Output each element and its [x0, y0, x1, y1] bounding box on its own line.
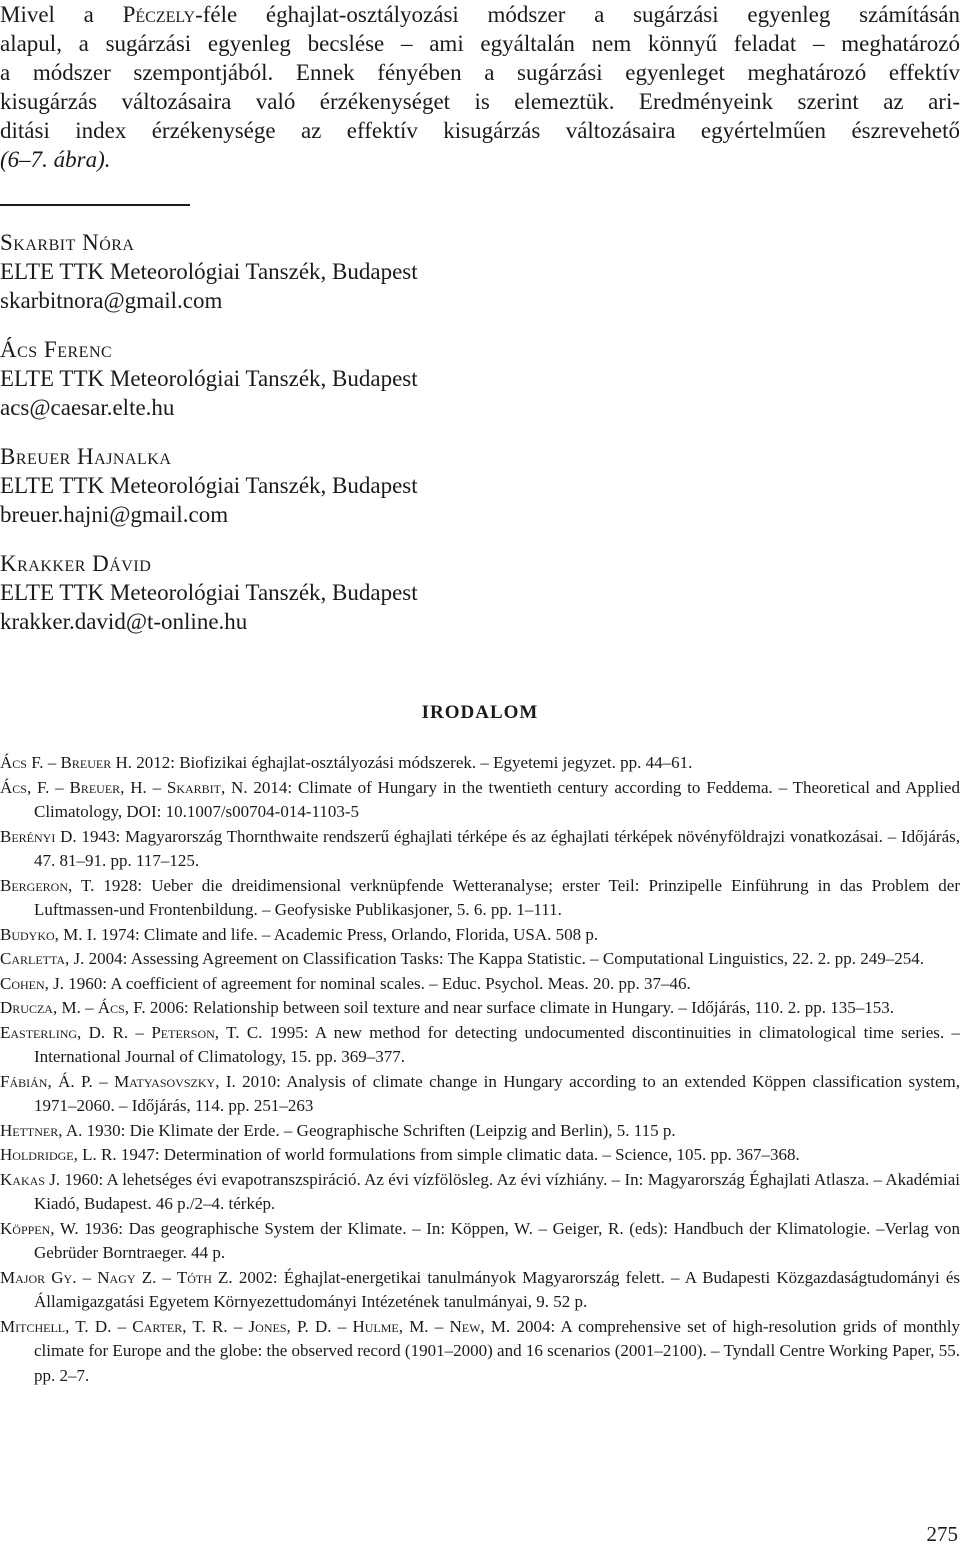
- author-name: Ács Ferenc: [0, 337, 113, 362]
- references-heading: IRODALOM: [421, 702, 539, 723]
- reference-item: Budyko, M. I. 1974: Climate and life. – Academic Press, Orlando, Florida, USA. 508 p.: [0, 924, 599, 944]
- reference-item: Köppen, W. 1936: Das geographische System der Klimate. – In: Köppen, W. – Geiger, R. (eds): Handbuch der Klimatologie. –Verlag von Gebrüder Borntraeger. 44 p.: [0, 1218, 960, 1262]
- reference-item: Cohen, J. 1960: A coefficient of agreement for nominal scales. – Educ. Psychol. Meas. 20. pp. 37–46.: [0, 973, 691, 993]
- intro-line: Mivel a Péczely-féle éghajlat-osztályozási módszer a sugárzási egyenleg számításán: [0, 2, 960, 27]
- author-block: [0, 442, 700, 529]
- reference-list: [0, 751, 960, 1388]
- intro-line: (6–7. ábra).: [0, 147, 111, 172]
- reference-item: Drucza, M. – Ács, F. 2006: Relationship between soil texture and near surface climate in Hungary. – Időjárás, 110. 2. pp. 135–153.: [0, 998, 895, 1017]
- intro-line: ditási index érzékenysége az effektív kisugárzás változásaira egyértelműen észrevehető: [0, 118, 960, 143]
- author-email: skarbitnora@gmail.com: [0, 288, 223, 313]
- author-block: [0, 549, 700, 636]
- reference-item: Berényi D. 1943: Magyarország Thornthwaite rendszerű éghajlati térképe és az éghajlati térképek növényföldrajzi vonatkozásai. – Időjárás, 47. 81–91. pp. 117–125.: [0, 826, 960, 870]
- author-affiliation: ELTE TTK Meteorológiai Tanszék, Budapest: [0, 473, 418, 498]
- reference-item: Bergeron, T. 1928: Ueber die dreidimensional verknüpfende Wetteranalyse; erster Teil: Prinzipelle Einführung in das Problem der Luftmassen-und Frontenbildung. – Geofysiske Publikasjoner, 5. 6. pp. 1–111.: [0, 875, 960, 919]
- author-affiliation: ELTE TTK Meteorológiai Tanszék, Budapest: [0, 366, 418, 391]
- author-name: Breuer Hajnalka: [0, 444, 172, 469]
- reference-item: Hettner, A. 1930: Die Klimate der Erde. – Geographische Schriften (Leipzig and Berlin), 5. 115 p.: [0, 1120, 676, 1140]
- author-email: krakker.david@t-online.hu: [0, 609, 248, 634]
- intro-paragraph: [0, 0, 960, 174]
- author-block: [0, 335, 700, 422]
- reference-item: Easterling, D. R. – Peterson, T. C. 1995: A new method for detecting undocumented discontinuities in climatological time series. – International Journal of Climatology, 15. pp. 369–377.: [0, 1022, 960, 1066]
- author-list: [0, 228, 700, 656]
- author-email: acs@caesar.elte.hu: [0, 395, 175, 420]
- reference-item: Mitchell, T. D. – Carter, T. R. – Jones, P. D. – Hulme, M. – New, M. 2004: A comprehensive set of high-resolution grids of monthly climate for Europe and the globe: the observed record (1901–2000) and 16 scenarios (2001–2100). – Tyndall Centre Working Paper, 55. pp. 2–7.: [0, 1316, 960, 1385]
- intro-line: a módszer szempontjából. Ennek fényében a sugárzási egyenleget meghatározó effektív: [0, 60, 960, 85]
- reference-item: Ács, F. – Breuer, H. – Skarbit, N. 2014: Climate of Hungary in the twentieth century according to Feddema. – Theoretical and Applied Climatology, DOI: 10.1007/s00704-014-1103-5: [0, 777, 960, 821]
- reference-item: Carletta, J. 2004: Assessing Agreement on Classification Tasks: The Kappa Statistic. – Computational Linguistics, 22. 2. pp. 249–254.: [0, 949, 925, 968]
- author-block: [0, 228, 700, 315]
- reference-item: Ács F. – Breuer H. 2012: Biofizikai éghajlat-osztályozási módszerek. – Egyetemi jegyzet. pp. 44–61.: [0, 753, 693, 772]
- reference-item: Kakas J. 1960: A lehetséges évi evapotranszspiráció. Az évi vízfölösleg. Az évi vízhiány. – In: Magyarország Éghajlati Atlasza. – Akadémiai Kiadó, Budapest. 46 p./2–4. térkép.: [0, 1169, 960, 1213]
- section-divider: [0, 204, 190, 206]
- author-email: breuer.hajni@gmail.com: [0, 502, 229, 527]
- author-affiliation: ELTE TTK Meteorológiai Tanszék, Budapest: [0, 259, 418, 284]
- reference-item: Fábián, Á. P. – Matyasovszky, I. 2010: Analysis of climate change in Hungary according to an extended Köppen classification system, 1971–2060. – Időjárás, 114. pp. 251–263: [0, 1071, 960, 1115]
- page-number: 275: [926, 1522, 958, 1546]
- intro-line: alapul, a sugárzási egyenleg becslése – ami egyáltalán nem könnyű feladat – meghatározó: [0, 31, 960, 56]
- author-name: Krakker Dávid: [0, 551, 152, 576]
- reference-item: Major Gy. – Nagy Z. – Tóth Z. 2002: Éghajlat-energetikai tanulmányok Magyarország felett. – A Budapesti Közgazdaságtudományi és Államigazgatási Egyetem Környezettudományi Intézetének tanulmányai, 9. 52 p.: [0, 1267, 960, 1311]
- intro-line: kisugárzás változásaira való érzékenységet is elemeztük. Eredményeink szerint az ari-: [0, 89, 960, 114]
- author-affiliation: ELTE TTK Meteorológiai Tanszék, Budapest: [0, 580, 418, 605]
- author-name: Skarbit Nóra: [0, 230, 135, 255]
- reference-item: Holdridge, L. R. 1947: Determination of world formulations from simple climatic data. – Science, 105. pp. 367–368.: [0, 1145, 800, 1164]
